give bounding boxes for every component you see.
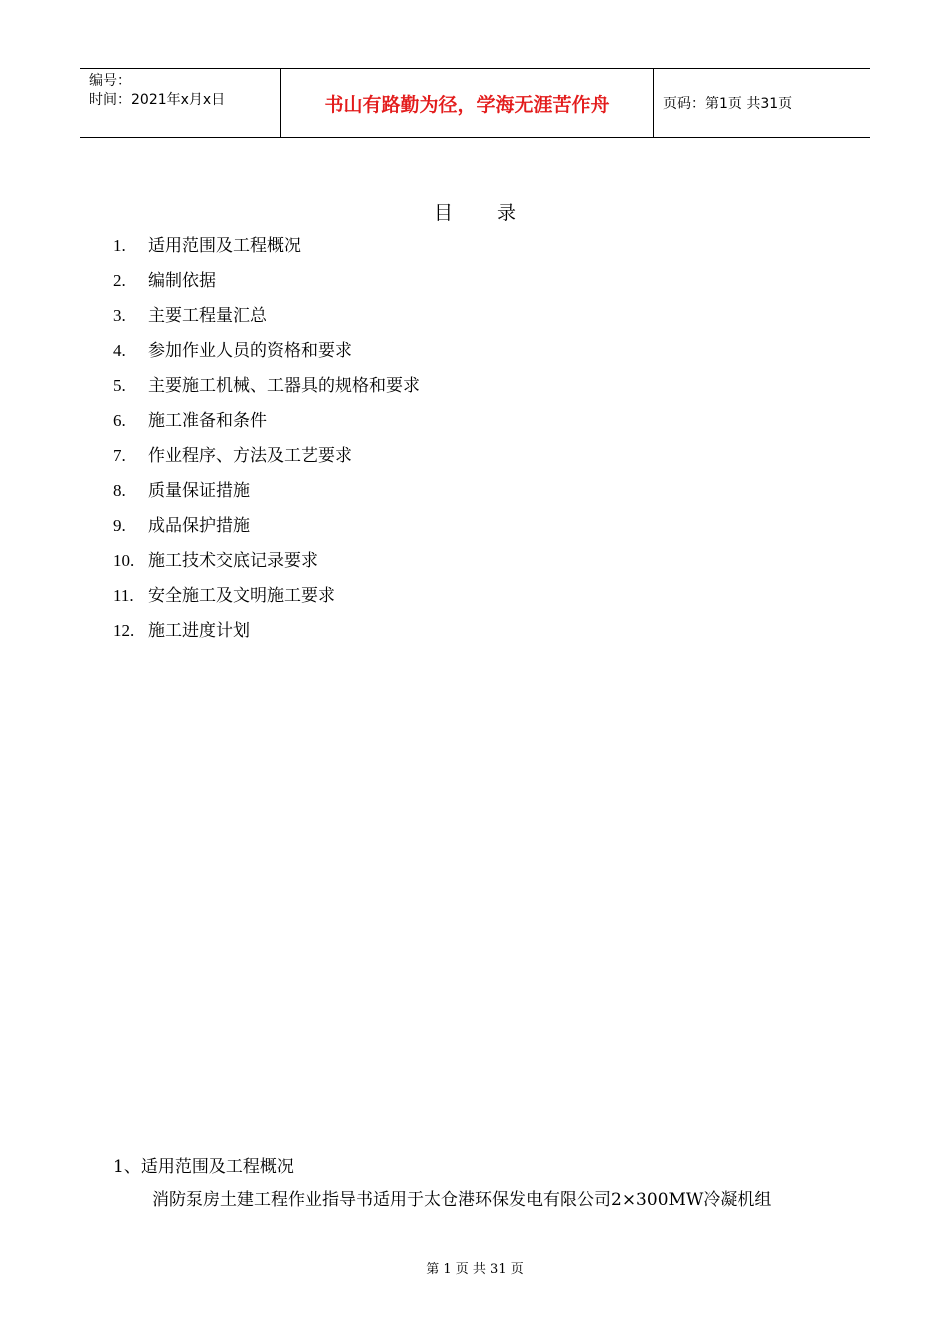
toc-item-number: 4. [113,341,126,360]
toc-item-label: 适用范围及工程概况 [148,236,301,256]
toc-item-label: 主要施工机械、工器具的规格和要求 [148,376,420,396]
time-label: 时间：2021年x月x日 [89,92,226,108]
toc-item[interactable] [113,270,420,305]
doc-number-label: 编号： [89,73,131,89]
header-page-cell [654,69,870,137]
toc-item[interactable] [113,340,420,375]
toc-item-label: 质量保证措施 [148,481,250,501]
header-left-cell [80,69,281,137]
toc-item-label: 安全施工及文明施工要求 [148,586,335,606]
section-heading: 1、适用范围及工程概况 [113,1157,294,1177]
toc-item-label: 主要工程量汇总 [148,306,267,326]
toc-item-number: 7. [113,446,126,465]
section-paragraph: 消防泵房土建工程作业指导书适用于太仓港环保发电有限公司2×300MW冷凝机组 [152,1190,772,1210]
toc-item[interactable] [113,550,420,585]
toc-item[interactable] [113,375,420,410]
toc-item-number: 1. [113,236,126,255]
toc-title-char-1: 目 [433,202,453,224]
page-header-table [80,68,870,138]
toc-item-number: 11. [113,586,134,605]
toc-item-number: 6. [113,411,126,430]
toc-item-label: 施工进度计划 [148,621,250,641]
page-info: 页码：第1页 共31页 [663,96,793,112]
toc-item-number: 3. [113,306,126,325]
toc-item-label: 成品保护措施 [148,516,250,536]
toc-item-number: 10. [113,551,135,570]
toc-item-number: 5. [113,376,126,395]
toc-item-number: 2. [113,271,126,290]
toc-title-char-2: 录 [497,202,517,224]
toc-item-number: 9. [113,516,126,535]
toc-item[interactable] [113,235,420,270]
page-footer: 第 1 页 共 31 页 [426,1262,524,1277]
toc-item[interactable] [113,480,420,515]
toc-item[interactable] [113,410,420,445]
toc-item-label: 编制依据 [148,271,216,291]
toc-item-number: 12. [113,621,135,640]
toc-item-label: 作业程序、方法及工艺要求 [148,446,352,466]
toc-item[interactable] [113,620,420,655]
toc-item[interactable] [113,445,420,480]
toc-item[interactable] [113,305,420,340]
toc-item-label: 参加作业人员的资格和要求 [148,341,352,361]
toc-item-label: 施工准备和条件 [148,411,267,431]
toc-item-label: 施工技术交底记录要求 [148,551,318,571]
header-motto-cell [281,69,654,137]
motto-text: 书山有路勤为径，学海无涯苦作舟 [324,93,610,116]
toc-item[interactable] [113,585,420,620]
toc-list [113,235,420,655]
toc-item-number: 8. [113,481,126,500]
toc-title [0,198,950,225]
toc-item[interactable] [113,515,420,550]
